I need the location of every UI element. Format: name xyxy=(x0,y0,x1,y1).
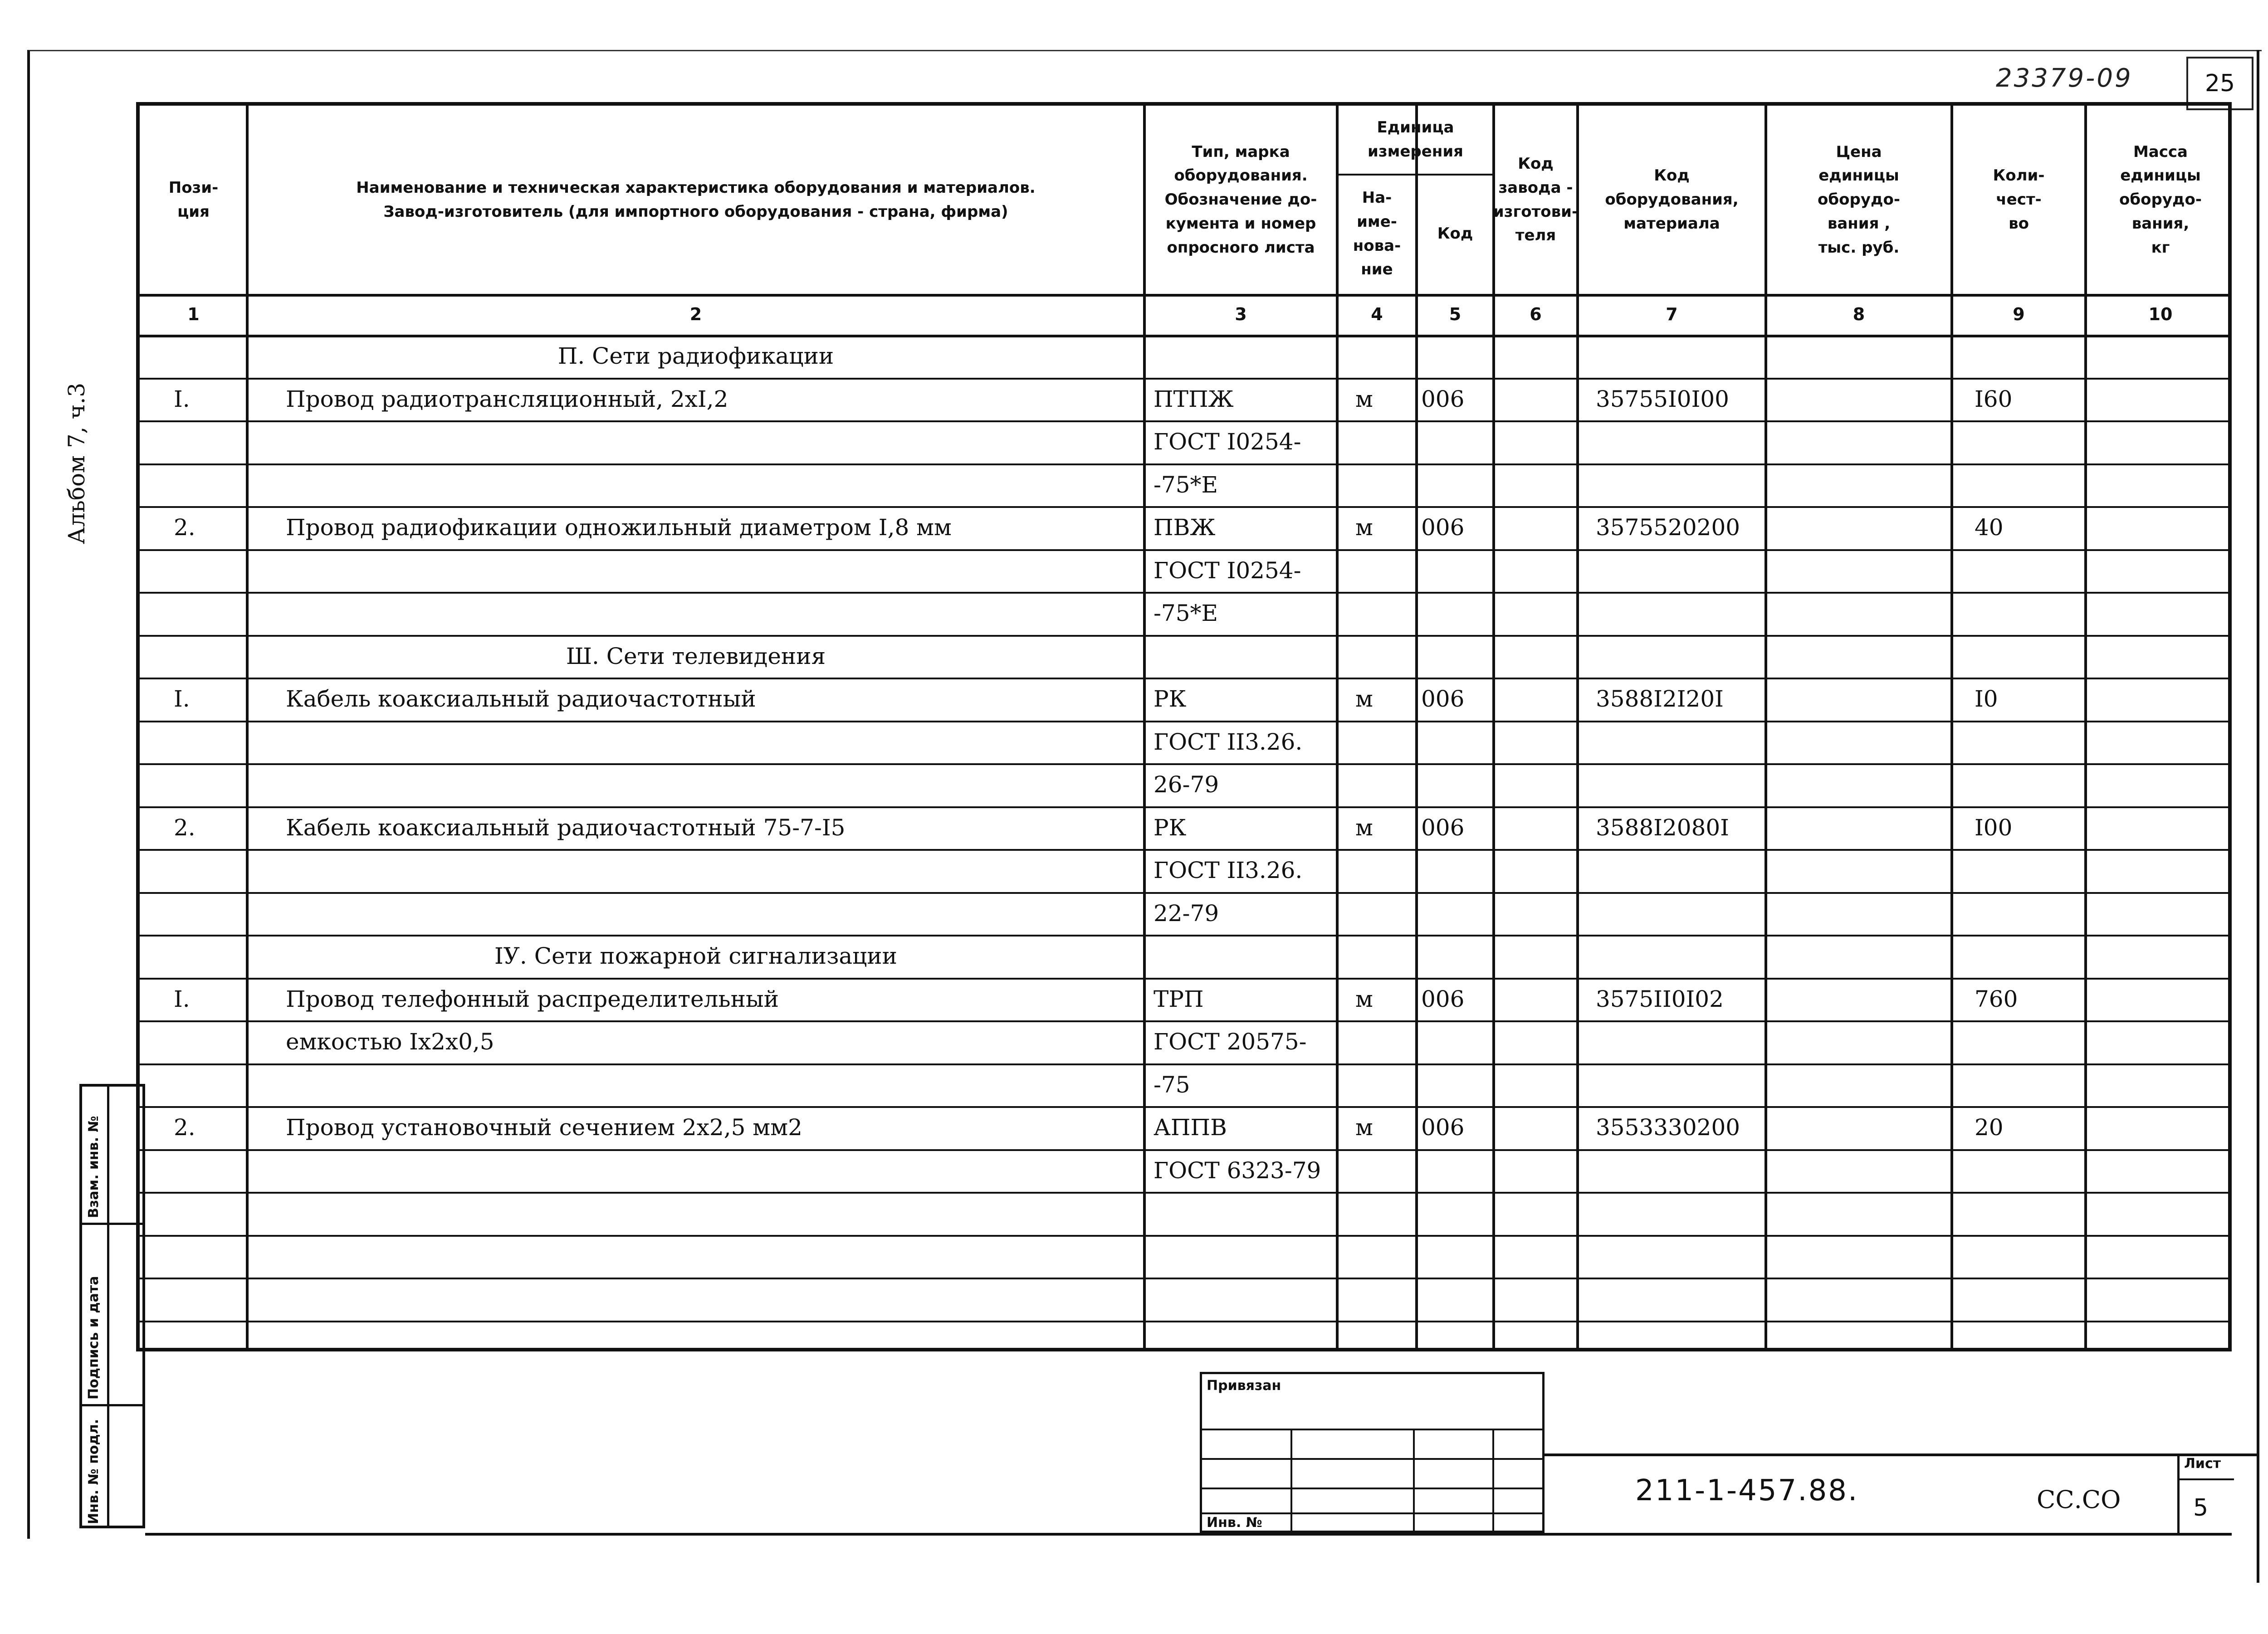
column-number: 4 xyxy=(1371,304,1383,324)
cell-type: ГОСТ II3.26. xyxy=(1154,728,1303,755)
column-header: Код оборудования, материала xyxy=(1605,166,1739,233)
sheet-box xyxy=(2177,1454,2234,1533)
cell-name: Провод установочный сечением 2х2,5 мм2 xyxy=(286,1114,802,1141)
row-divider xyxy=(140,1321,2228,1322)
cell-unit: м xyxy=(1355,385,1373,412)
column-number: 5 xyxy=(1449,304,1461,324)
row-divider xyxy=(140,1106,2228,1108)
cell-name: емкостью Iх2х0,5 xyxy=(286,1029,494,1055)
page-number: 25 xyxy=(2186,57,2253,110)
cell-pos: 2. xyxy=(174,1114,196,1141)
cell-type: ПТПЖ xyxy=(1154,385,1234,412)
cell-name: Провод телефонный распределительный xyxy=(286,985,779,1012)
row-divider xyxy=(140,763,2228,765)
cell-type: -75 xyxy=(1154,1071,1190,1098)
cell-unit: м xyxy=(1355,814,1373,841)
cell-type: -75*Е xyxy=(1154,471,1218,498)
cell-qty: I60 xyxy=(1975,385,2013,412)
row-divider xyxy=(140,892,2228,894)
cell-unit: м xyxy=(1355,985,1373,1012)
column-number: 2 xyxy=(689,304,702,324)
row-divider xyxy=(140,1235,2228,1237)
cell-mat: 3553330200 xyxy=(1596,1114,1740,1141)
cell-code: 006 xyxy=(1421,385,1465,412)
column-header: Код завода - изготови- теля xyxy=(1493,155,1579,245)
row-divider xyxy=(140,1020,2228,1022)
cell-type: ПВЖ xyxy=(1154,514,1216,541)
row-divider xyxy=(140,378,2228,380)
cell-name: Кабель коаксиальный радиочастотный xyxy=(286,686,756,712)
specification-table xyxy=(136,102,2232,1351)
cell-mat: 3588I2080I xyxy=(1596,814,1729,841)
section-heading: П. Сети радиофикации xyxy=(557,343,834,369)
cell-pos: 2. xyxy=(174,814,196,841)
row-divider xyxy=(140,506,2228,508)
row-divider xyxy=(140,849,2228,851)
cell-type: ГОСТ I0254- xyxy=(1154,429,1301,455)
cell-name: Провод радиофикации одножильный диаметром I,8 мм xyxy=(286,514,952,541)
cell-type: 26-79 xyxy=(1154,771,1219,798)
document-number: 23379-09 xyxy=(1996,63,2133,93)
page-frame-right xyxy=(2257,50,2259,1583)
column-header: Наименование и техническая характеристика оборудования и материалов. Завод-изготовитель (для импортного оборудования - страна, фирма) xyxy=(356,178,1036,221)
column-header: Единица измерения xyxy=(1368,118,1463,161)
row-divider xyxy=(140,1149,2228,1151)
column-number: 8 xyxy=(1853,304,1865,324)
row-divider xyxy=(140,978,2228,980)
replace-inv-label: Взам. инв. № xyxy=(86,1116,102,1218)
cell-name: Провод радиотрансляционный, 2хI,2 xyxy=(286,385,728,412)
side-stamp xyxy=(79,1084,145,1528)
cell-type: ГОСТ I0254- xyxy=(1154,557,1301,584)
column-header: Тип, марка оборудования. Обозначение до- кумента и номер опросного листа xyxy=(1164,142,1317,257)
cell-type: -75*Е xyxy=(1154,600,1218,626)
cell-qty: I0 xyxy=(1975,686,1998,712)
cell-mat: 3575II0I02 xyxy=(1596,985,1724,1012)
column-header: Пози- ция xyxy=(168,178,219,221)
row-divider xyxy=(140,592,2228,594)
column-header: Цена единицы оборудо- вания , тыс. руб. xyxy=(1818,142,1900,257)
cell-code: 006 xyxy=(1421,1114,1465,1141)
sheet-number: 5 xyxy=(2193,1494,2209,1522)
signature-date-label: Подпись и дата xyxy=(86,1276,102,1400)
cell-code: 006 xyxy=(1421,686,1465,712)
original-inv-label: Инв. № подл. xyxy=(86,1419,102,1524)
row-divider xyxy=(140,463,2228,465)
cell-type: ТРП xyxy=(1154,985,1204,1012)
cell-code: 006 xyxy=(1421,514,1465,541)
section-heading: IУ. Сети пожарной сигнализации xyxy=(494,943,897,969)
column-number: 9 xyxy=(2013,304,2025,324)
row-divider xyxy=(140,935,2228,937)
column-header: Масса единицы оборудо- вания, кг xyxy=(2119,142,2202,257)
cell-mat: 3588I2I20I xyxy=(1596,686,1724,712)
cell-type: 22-79 xyxy=(1154,900,1219,927)
cell-type: РК xyxy=(1154,686,1187,712)
column-number: 3 xyxy=(1235,304,1247,324)
cell-type: РК xyxy=(1154,814,1187,841)
sheet-label: Лист xyxy=(2184,1456,2221,1472)
cell-pos: 2. xyxy=(174,514,196,541)
cell-unit: м xyxy=(1355,686,1373,712)
row-divider xyxy=(140,678,2228,679)
row-divider xyxy=(140,549,2228,551)
row-divider xyxy=(140,721,2228,722)
cell-qty: 20 xyxy=(1975,1114,2004,1141)
cell-qty: 40 xyxy=(1975,514,2004,541)
column-header: Коли- чест- во xyxy=(1993,166,2045,233)
attached-stamp xyxy=(1200,1372,1545,1533)
cell-type: ГОСТ 6323-79 xyxy=(1154,1157,1321,1184)
cell-pos: I. xyxy=(174,686,190,712)
row-divider xyxy=(140,1063,2228,1065)
cell-unit: м xyxy=(1355,514,1373,541)
number-row-line xyxy=(140,335,2228,337)
cell-unit: м xyxy=(1355,1114,1373,1141)
row-divider xyxy=(140,1192,2228,1194)
album-label: Альбом 7, ч.3 xyxy=(64,382,90,544)
cell-mat: 3575520200 xyxy=(1596,514,1740,541)
column-header: На- име- нова- ние xyxy=(1353,189,1401,279)
row-divider xyxy=(140,1278,2228,1279)
document-mark: СС.СО xyxy=(2037,1485,2121,1514)
cell-qty: 760 xyxy=(1975,985,2018,1012)
column-number: 10 xyxy=(2148,304,2173,324)
cell-mat: 35755I0I00 xyxy=(1596,385,1729,412)
column-number: 1 xyxy=(187,304,200,324)
cell-pos: I. xyxy=(174,385,190,412)
cell-type: ГОСТ 20575- xyxy=(1154,1029,1307,1055)
column-number: 7 xyxy=(1666,304,1678,324)
cell-code: 006 xyxy=(1421,814,1465,841)
row-divider xyxy=(140,635,2228,637)
attached-label: Привязан xyxy=(1207,1378,1281,1394)
cell-pos: I. xyxy=(174,985,190,1012)
cell-name: Кабель коаксиальный радиочастотный 75-7-I5 xyxy=(286,814,846,841)
project-code: 211-1-457.88. xyxy=(1635,1474,1859,1507)
row-divider xyxy=(140,420,2228,422)
cell-type: ГОСТ II3.26. xyxy=(1154,857,1303,883)
section-heading: Ш. Сети телевидения xyxy=(566,643,826,669)
column-header: Код xyxy=(1437,224,1473,243)
row-divider xyxy=(140,806,2228,808)
column-number: 6 xyxy=(1530,304,1542,324)
cell-type: АППВ xyxy=(1154,1114,1227,1141)
cell-qty: I00 xyxy=(1975,814,2013,841)
inv-no-label: Инв. № xyxy=(1207,1515,1262,1531)
cell-code: 006 xyxy=(1421,985,1465,1012)
